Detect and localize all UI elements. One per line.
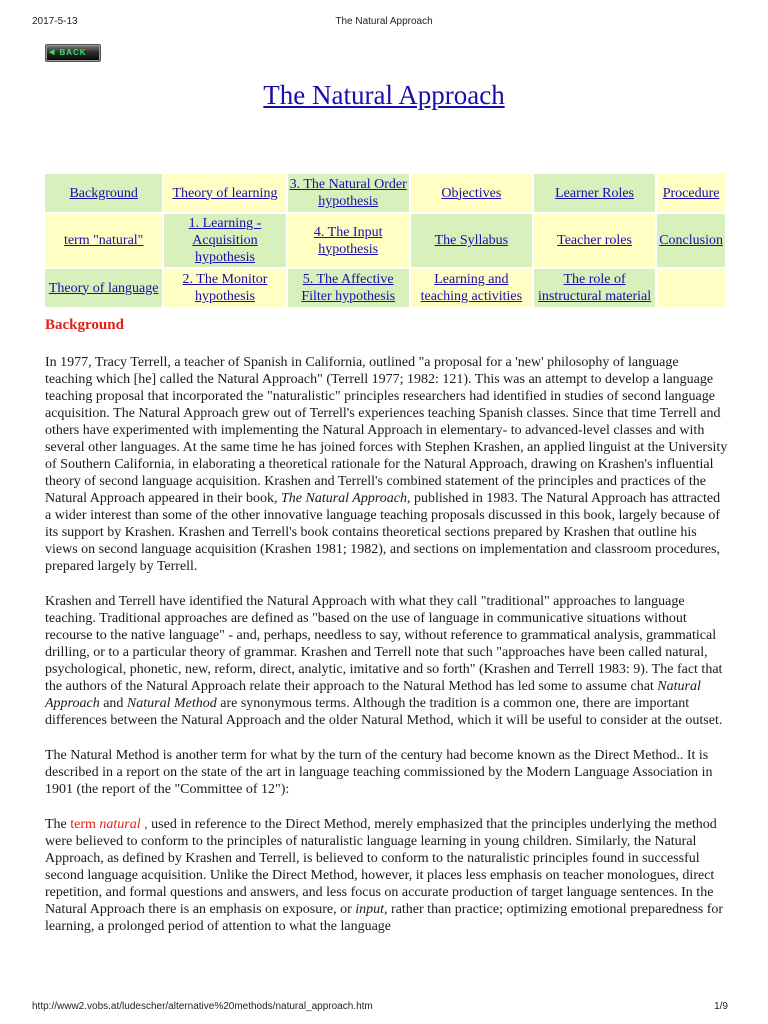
nav-row: [44, 268, 726, 308]
paragraph-text: and: [99, 696, 127, 711]
nav-cell: [163, 213, 286, 268]
nav-cell: [163, 268, 286, 308]
nav-cell: [44, 268, 163, 308]
paragraph-text: are synonymous terms. Although the tradition is a common one, there are important differences between the Natural Approach and the older Natural Method, which it will be useful to consider at the outset.: [45, 696, 723, 728]
nav-cell: [44, 213, 163, 268]
paragraph-text: rather than practice; optimizing emotional preparedness for learning, a prolonged period of attention to what the language: [45, 902, 724, 934]
paragraph-2: [45, 593, 728, 729]
nav-row: [44, 213, 726, 268]
print-date: 2017-5-13: [32, 16, 78, 27]
nav-cell: [410, 268, 533, 308]
nav-link-monitor-hypothesis[interactable]: 2. The Monitor hypothesis: [182, 272, 268, 304]
nav-cell: [287, 213, 410, 268]
nav-cell: [656, 173, 726, 213]
nav-cell: [533, 268, 656, 308]
nav-cell: [656, 213, 726, 268]
paragraph-text: In 1977, Tracy Terrell, a teacher of Spanish in California, outlined "a proposal for a 'new' philosophy of language teaching which [he] called the Natural Approach" (Terrell 1977; 1982: 121). This was an attempt to develop a language teaching proposal that incorporated the "naturalistic" principles researchers had identified in studies of second language acquisition. The Natural Approach grew out of Terrell's experiences teaching Spanish classes. Since that time Terrell and others have experimented with implementing the Natural Approach in elementary- to advanced-level classes and with several other languages. At the same time he has joined forces with Stephen Krashen, an applied linguist at the University of Southern California, in elaborating a theoretical rationale for the Natural Approach, drawing on Krashen's influential theory of second language acquisition. Krashen and Terrell's combined statement of the principles and practices of the Natural Approach appeared in their book,: [45, 355, 728, 506]
highlight-term: term: [70, 817, 100, 832]
nav-link-background[interactable]: Background: [69, 185, 138, 201]
paragraph-4: [45, 816, 728, 935]
topic-nav-table: [44, 173, 726, 308]
print-footer: [32, 1001, 736, 1015]
paragraph-text: published in 1983. The Natural Approach has attracted a wider interest than some of the other innovative language teaching proposals discussed in this book, largely because of its support by Krashen. Krashen and Terrell's book contains theoretical sections prepared by Krashen that outline his views on second language acquisition (Krashen 1981; 1982), and sections on implementation and classroom procedures, prepared largely by Terrell.: [45, 491, 721, 574]
nav-link-procedure[interactable]: Procedure: [662, 185, 720, 201]
nav-link-learning-acquisition-hypothesis[interactable]: 1. Learning - Acquisition hypothesis: [188, 216, 262, 265]
nav-cell: [410, 213, 533, 268]
nav-cell: [533, 213, 656, 268]
print-url: http://www2.vobs.at/ludescher/alternative%20methods/natural_approach.htm: [32, 1001, 373, 1012]
emphasis-term: Natural Method: [126, 696, 217, 711]
nav-link-learner-roles[interactable]: Learner Roles: [555, 185, 635, 201]
nav-link-theory-of-language[interactable]: Theory of language: [48, 280, 159, 296]
nav-link-input-hypothesis[interactable]: 4. The Input hypothesis: [313, 224, 383, 257]
nav-link-conclusion[interactable]: Conclusion: [659, 233, 723, 248]
book-title: The Natural Approach,: [280, 491, 411, 506]
highlight-term: ,: [140, 817, 148, 832]
nav-cell: [287, 268, 410, 308]
article-body: [45, 354, 728, 953]
nav-link-learning-teaching-activities[interactable]: Learning and teaching activities: [420, 272, 523, 304]
nav-cell: [287, 173, 410, 213]
emphasis-term: input,: [355, 902, 388, 917]
nav-link-syllabus[interactable]: The Syllabus: [434, 233, 509, 248]
nav-cell: [44, 173, 163, 213]
back-button[interactable]: [45, 44, 101, 62]
paragraph-text: Krashen and Terrell have identified the Natural Approach with what they call "traditional" approaches to language teaching. Traditional approaches are defined as "based on the use of language in communicative situations without recourse to the native language" - and, perhaps, needless to say, without reference to grammatical analysis, grammatical drilling, or to a particular theory of grammar. Krashen and Terrell note that such "approaches have been called natural, psychological, phonetic, new, reform, direct, analytic, imitative and so forth" (Krashen and Terrell 1983: 9). The fact that the authors of the Natural Approach relate their approach to the Natural Method has led some to assume chat: [45, 594, 723, 694]
print-header: [32, 16, 736, 30]
page-title[interactable]: The Natural Approach: [263, 80, 505, 110]
nav-link-term-natural[interactable]: term "natural": [63, 233, 144, 248]
page-number: 1/9: [714, 1001, 728, 1012]
nav-cell: [533, 173, 656, 213]
print-page-title: The Natural Approach: [335, 16, 433, 27]
nav-cell: [410, 173, 533, 213]
nav-cell: [163, 173, 286, 213]
paragraph-1: [45, 354, 728, 575]
nav-link-affective-filter-hypothesis[interactable]: 5. The Affective Filter hypothesis: [301, 272, 396, 304]
paragraph-text: used in reference to the Direct Method, merely emphasized that the principles underlying the method were believed to conform to the principles of naturalistic language learning in young children. Similarly, the Natural Approach, as defined by Krashen and Terrell, is believed to conform to the naturalistic principles found in successful second language acquisition. Unlike the Direct Method, however, it places less emphasis on teacher monologues, direct repetition, and formal questions and answers, and less focus on accurate production of target language sentences. In the Natural Approach there is an emphasis on exposure, or: [45, 817, 717, 917]
section-heading-background: Background: [45, 317, 124, 333]
nav-link-instructural-material[interactable]: The role of instructural material: [537, 272, 652, 304]
paragraph-3: The Natural Method is another term for what by the turn of the century had become known as the Direct Method.. It is described in a report on the state of the art in language teaching commissioned by the Modern Language Association in 1901 (the report of the "Committee of 12"):: [45, 748, 713, 797]
nav-row: [44, 173, 726, 213]
back-arrow-icon: ◀: [49, 49, 56, 56]
nav-link-teacher-roles[interactable]: Teacher roles: [557, 233, 632, 248]
nav-cell-empty: [656, 268, 726, 308]
highlight-term: natural: [99, 817, 141, 832]
emphasis-term: Natural Approach: [45, 679, 701, 711]
nav-link-theory-of-learning[interactable]: Theory of learning: [172, 185, 278, 201]
nav-link-objectives[interactable]: Objectives: [441, 185, 502, 201]
back-button-label: BACK: [59, 48, 87, 57]
paragraph-text: The: [45, 817, 71, 832]
nav-link-natural-order-hypothesis[interactable]: 3. The Natural Order hypothesis: [289, 177, 407, 209]
